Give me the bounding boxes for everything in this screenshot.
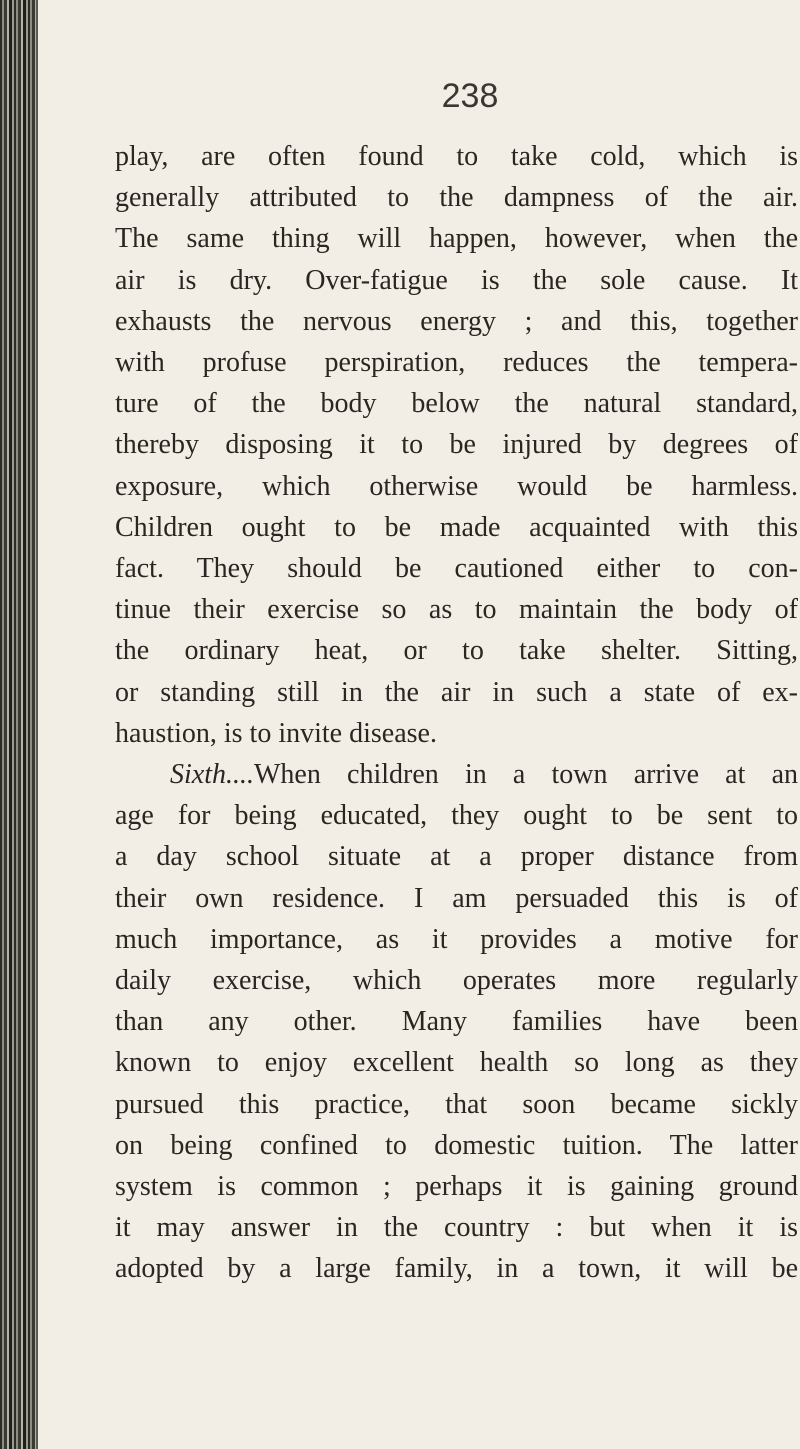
text-line: or standing still in the air in such a state of ex- bbox=[115, 676, 798, 708]
text-line: their own residence. I am persuaded this is of bbox=[115, 882, 798, 914]
text-line: tinue their exercise so as to maintain the body of bbox=[115, 594, 798, 626]
text-line: thereby disposing it to be injured by degrees of bbox=[115, 429, 798, 461]
text-line: than any other. Many families have been bbox=[115, 1006, 798, 1038]
text-line: known to enjoy excellent health so long as they bbox=[115, 1047, 798, 1079]
text-line: the ordinary heat, or to take shelter. Sitting, bbox=[115, 635, 798, 667]
text-line: daily exercise, which operates more regularly bbox=[115, 965, 798, 997]
text-line: exhausts the nervous energy ; and this, together bbox=[115, 305, 798, 337]
text-line: age for being educated, they ought to be sent to bbox=[115, 800, 798, 832]
body-text bbox=[115, 136, 798, 1290]
text-line: play, are often found to take cold, which is bbox=[115, 141, 798, 172]
page-number: 238 bbox=[441, 77, 499, 115]
text-line: generally attributed to the dampness of the air. bbox=[115, 182, 798, 214]
section-first-line-text: When children in a town arrive at an bbox=[254, 759, 798, 791]
text-line: system is common ; perhaps it is gaining ground bbox=[115, 1171, 798, 1203]
text-line: exposure, which otherwise would be harmless. bbox=[115, 470, 798, 502]
text-line: fact. They should be cautioned either to con- bbox=[115, 553, 798, 585]
book-spine-edge bbox=[0, 0, 38, 1449]
text-line: much importance, as it provides a motive for bbox=[115, 923, 798, 955]
text-line: haustion, is to invite disease. bbox=[115, 717, 437, 749]
section-label: Sixth.... bbox=[170, 759, 254, 791]
text-line: adopted by a large family, in a town, it will be bbox=[115, 1253, 798, 1285]
text-line: a day school situate at a proper distance from bbox=[115, 841, 798, 873]
text-line: Children ought to be made acquainted with this bbox=[115, 511, 798, 543]
text-line: air is dry. Over-fatigue is the sole cause. It bbox=[115, 264, 798, 296]
text-line: ture of the body below the natural standard, bbox=[115, 388, 798, 420]
text-line: it may answer in the country : but when it is bbox=[115, 1212, 798, 1244]
text-line: with profuse perspiration, reduces the tempera- bbox=[115, 347, 798, 379]
text-line: The same thing will happen, however, when the bbox=[115, 223, 798, 255]
text-line: pursued this practice, that soon became sickly bbox=[115, 1088, 798, 1120]
text-line: on being confined to domestic tuition. The latter bbox=[115, 1129, 798, 1161]
section-first-line bbox=[115, 754, 798, 795]
